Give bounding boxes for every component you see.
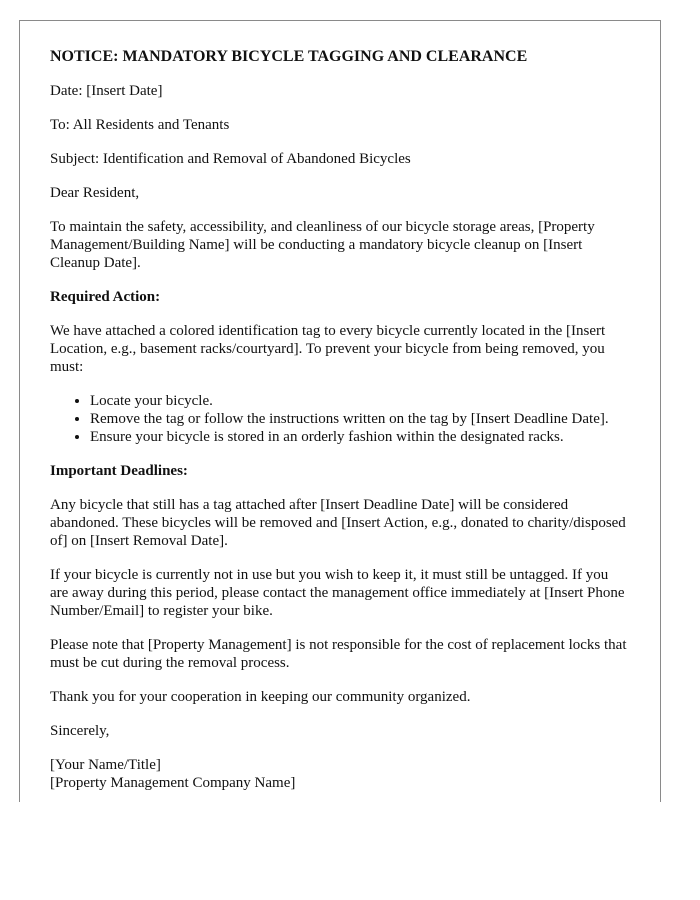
list-item: • Remove the tag or follow the instructions written on the tag by [Insert Deadline Date].: [90, 410, 630, 428]
signature-name: [Your Name/Title]: [50, 757, 161, 773]
signature-block: [50, 756, 630, 792]
list-item: • Locate your bicycle.: [90, 392, 630, 410]
signature-company: [Property Management Company Name]: [50, 775, 296, 791]
required-action-heading: Required Action:: [50, 289, 161, 305]
deadlines-paragraph: Any bicycle that still has a tag attached after [Insert Deadline Date] will be considered abandoned. These bicycles will be removed and [Insert Action, e.g., donated to charity/disposed of] on [Insert Removal Date].: [50, 497, 626, 549]
required-action-paragraph: We have attached a colored identification tag to every bicycle currently located in the [Insert Location, e.g., basement racks/courtyard]. To prevent your bicycle from being removed, you must:: [50, 323, 606, 375]
locks-paragraph: Please note that [Property Management] is not responsible for the cost of replacement locks that must be cut during the removal process.: [50, 637, 627, 671]
important-deadlines-heading: Important Deadlines:: [50, 463, 188, 479]
notice-body: [20, 21, 660, 792]
recipient-line: To: All Residents and Tenants: [50, 117, 230, 133]
thanks-paragraph: Thank you for your cooperation in keeping our community organized.: [50, 689, 471, 705]
subject-line: Subject: Identification and Removal of Abandoned Bicycles: [50, 151, 411, 167]
required-action-list: [50, 392, 630, 446]
salutation: Dear Resident,: [50, 185, 140, 201]
list-item: • Ensure your bicycle is stored in an orderly fashion within the designated racks.: [90, 428, 630, 446]
untag-paragraph: If your bicycle is currently not in use but you wish to keep it, it must still be untagged. If you are away during this period, please contact the management office immediately at [Insert Phone Number/Email] to register your bike.: [50, 567, 625, 619]
document-page: [19, 20, 661, 802]
closing: Sincerely,: [50, 723, 110, 739]
date-line: Date: [Insert Date]: [50, 83, 163, 99]
intro-paragraph: To maintain the safety, accessibility, and cleanliness of our bicycle storage areas, [Property Management/Building Name] will be conducting a mandatory bicycle cleanup on [Insert Cleanup Date].: [50, 219, 595, 271]
notice-title: NOTICE: MANDATORY BICYCLE TAGGING AND CLEARANCE: [50, 48, 528, 65]
